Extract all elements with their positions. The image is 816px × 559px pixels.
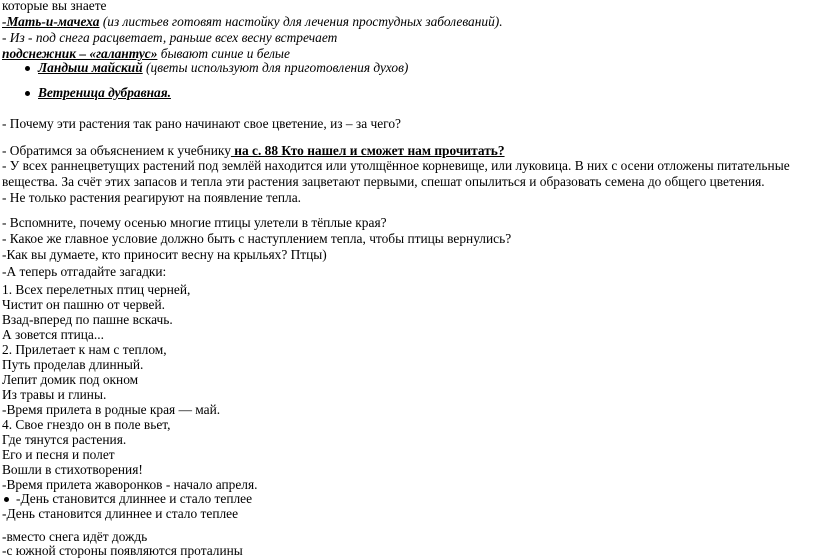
text-line-textbook [2, 143, 505, 159]
bullet-item: -День становится длиннее и стало теплее [16, 491, 253, 506]
riddle-line: Путь проделав длинный. [2, 357, 144, 372]
bullet-icon [4, 497, 9, 502]
text-line: -Как вы думаете, кто приносит весну на крыльях? Птцы) [2, 247, 327, 262]
text-line-coltsfoot [2, 14, 503, 30]
text-line: - Вспомните, почему осенью многие птицы улетели в тёплые края? [2, 215, 387, 230]
plant-name-coltsfoot: -Мать-и-мачеха [2, 14, 100, 29]
text-line: -вместо снега идёт дождь [2, 529, 148, 544]
plant-note: бывают синие и белые [157, 46, 290, 61]
riddle-line: Чистит он пашню от червей. [2, 297, 165, 312]
bullet-item-anemone: Ветреница дубравная. [38, 85, 171, 100]
textbook-reference: на с. 88 Кто нашел и сможет нам прочитать? [230, 143, 505, 158]
text-line: -с южной стороны появляются проталины [2, 543, 243, 558]
text-line: -День становится длиннее и стало теплее [2, 506, 239, 521]
bullet-icon [25, 66, 30, 71]
riddle-line: А зовется птица... [2, 327, 104, 342]
text-line: - Почему эти растения так рано начинают свое цветение, из – за чего? [2, 116, 401, 131]
text-paragraph: - У всех раннецветущих растений под землёй находится или утолщённое корневище, или луковица. В них с осени отложены питательные вещества. За счёт этих запасов и тепла эти растения зацветают первыми, спешат опылиться и образовать семена до общего цветения. [2, 158, 790, 189]
bullet-icon [25, 91, 30, 96]
plant-note: (из листьев готовят настойку для лечения простудных заболеваний). [99, 14, 503, 29]
riddle-line: 4. Свое гнездо он в поле вьет, [2, 417, 171, 432]
riddle-line: Где тянутся растения. [2, 432, 127, 447]
plant-note: (цветы используют для приготовления духов) [142, 60, 409, 75]
text-line: - Не только растения реагируют на появление тепла. [2, 190, 302, 205]
riddle-line: Лепит домик под окном [2, 372, 139, 387]
text-line: - Какое же главное условие должно быть с наступлением тепла, чтобы птицы вернулись? [2, 231, 512, 246]
plant-name-snowdrop: подснежник – «галантус» [2, 46, 158, 61]
riddle-line: Взад-вперед по пашне вскачь. [2, 312, 173, 327]
riddle-line: Из травы и глины. [2, 387, 107, 402]
text-line: -Время прилета в родные края — май. [2, 402, 221, 417]
plant-name-lily: Ландыш майский [38, 60, 143, 75]
riddle-line: Его и песня и полет [2, 447, 115, 462]
riddle-line: 2. Прилетает к нам с теплом, [2, 342, 167, 357]
riddle-line: 1. Всех перелетных птиц черней, [2, 282, 191, 297]
text-line: -Время прилета жаворонков - начало апреля. [2, 477, 258, 492]
riddle-line: Вошли в стихотворения! [2, 462, 143, 477]
bullet-item-lily [38, 60, 408, 76]
text-line: -А теперь отгадайте загадки: [2, 264, 167, 279]
text-line: - Из - под снега расцветает, раньше всех весну встречает [2, 30, 338, 45]
text-line: которые вы знаете [2, 0, 107, 13]
text-span: - Обратимся за объяснением к учебнику [2, 143, 231, 158]
